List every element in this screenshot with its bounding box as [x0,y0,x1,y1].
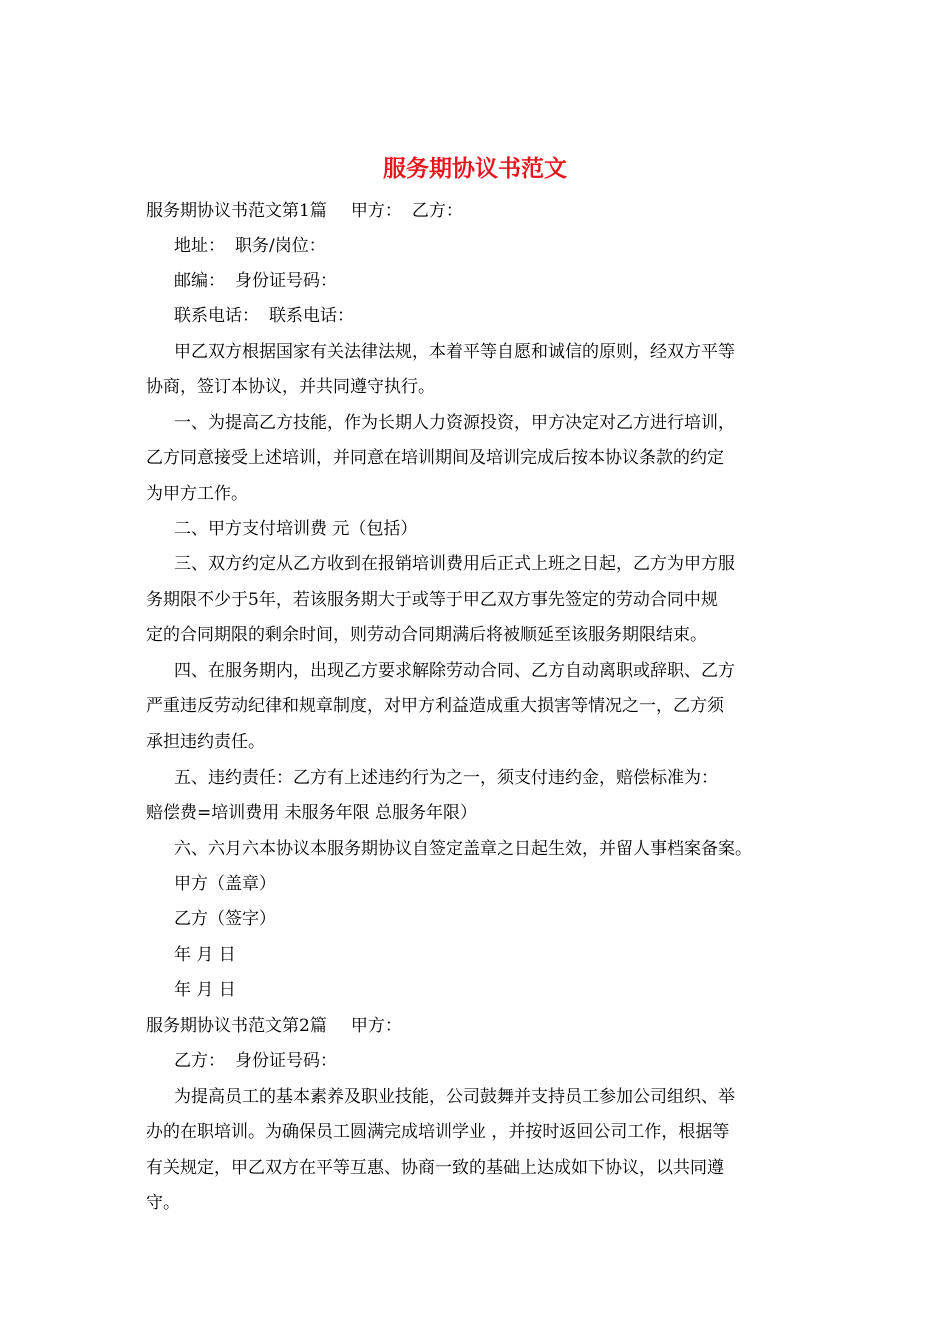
clause-5-line: 赔偿费=培训费用 未服务年限 总服务年限） [146,803,478,823]
clause-4-line: 承担违约责任。 [146,732,265,752]
clause-1-line: 为甲方工作。 [146,484,248,504]
clause-1-line: 一、为提高乙方技能，作为长期人力资源投资，甲方决定对乙方进行培训， [174,413,735,433]
section-2-paragraph-line: 办的在职培训。为确保员工圆满完成培训学业 ，并按时返回公司工作，根据等 [146,1122,730,1142]
section-2-heading: 服务期协议书范文第2篇 [146,1016,327,1036]
document-title: 服务期协议书范文 [383,155,567,182]
party-b-label: 乙方： [174,1051,225,1071]
clause-3-line: 定的合同期限的剩余时间，则劳动合同期满后将被顺延至该服务期限结束。 [146,625,707,645]
address-label: 地址： [174,236,225,256]
postcode-label: 邮编： [174,271,225,291]
clause-5-line: 五、违约责任：乙方有上述违约行为之一，须支付违约金，赔偿标准为： [174,768,718,788]
date-line: 年 月 日 [174,980,236,1000]
clause-1-line: 乙方同意接受上述培训，并同意在培训期间及培训完成后按本协议条款的约定 [146,448,724,468]
clause-4-line: 四、在服务期内，出现乙方要求解除劳动合同、乙方自动离职或辞职、乙方 [174,661,735,681]
clause-2-line: 二、甲方支付培训费 元（包括） [174,519,418,539]
party-b-line [174,1049,337,1073]
section-2-paragraph-line: 守。 [146,1193,180,1213]
party-a-label: 甲方： [350,201,402,221]
clause-4-line: 严重违反劳动纪律和规章制度，对甲方利益造成重大损害等情况之一，乙方须 [146,696,724,716]
position-label: 职务/岗位： [235,236,326,256]
clause-6-line: 六、六月六本协议本服务期协议自签定盖章之日起生效，并留人事档案备案。 [174,839,752,859]
section-1-heading-line [146,199,463,223]
phone-a-label: 联系电话： [174,306,259,326]
intro-paragraph-line: 甲乙双方根据国家有关法律法规，本着平等自愿和诚信的原则，经双方平等 [174,342,735,362]
address-line [174,234,326,258]
date-line: 年 月 日 [174,945,236,965]
intro-paragraph-line: 协商，签订本协议，并共同遵守执行。 [146,377,435,397]
clause-3-line: 务期限不少于5年，若该服务期大于或等于甲乙双方事先签定的劳动合同中规 [146,590,718,610]
id-number-label: 身份证号码： [235,271,337,291]
signature-party-a: 甲方（盖章） [174,874,276,894]
phone-b-label: 联系电话： [269,306,354,326]
section-1-heading: 服务期协议书范文第1篇 [146,201,327,221]
phone-line [174,304,354,328]
postcode-line [174,269,337,293]
id-number-label: 身份证号码： [235,1051,337,1071]
party-a-label: 甲方： [350,1016,402,1036]
party-b-label: 乙方： [411,201,463,221]
section-2-paragraph-line: 为提高员工的基本素养及职业技能，公司鼓舞并支持员工参加公司组织、举 [174,1087,735,1107]
clause-3-line: 三、双方约定从乙方收到在报销培训费用后正式上班之日起，乙方为甲方服 [174,554,735,574]
section-2-paragraph-line: 有关规定，甲乙双方在平等互惠、协商一致的基础上达成如下协议，以共同遵 [146,1158,724,1178]
section-2-heading-line [146,1014,402,1038]
signature-party-b: 乙方（签字） [174,909,276,929]
